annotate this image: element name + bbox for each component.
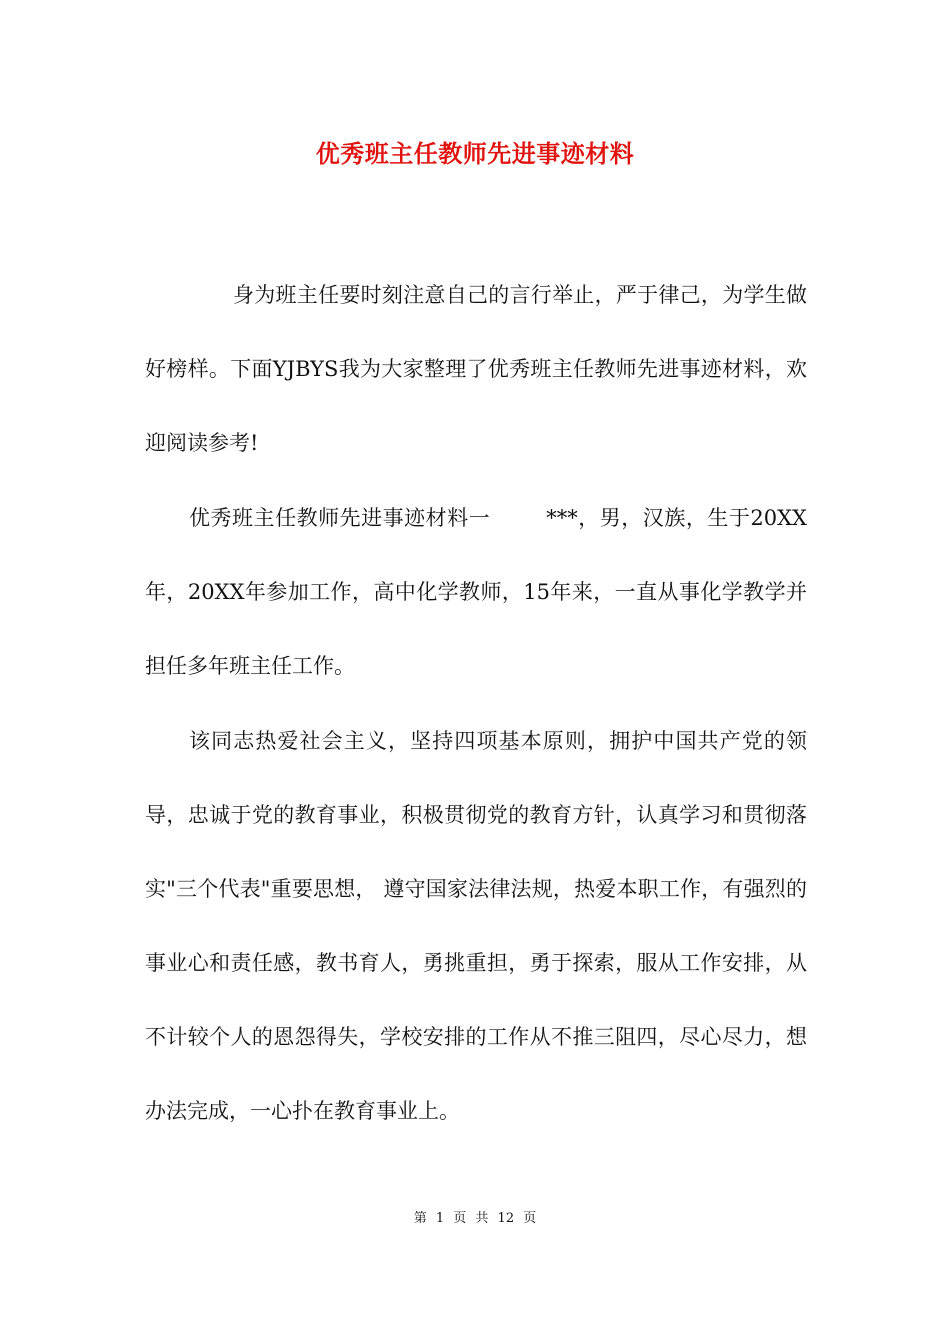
paragraph-material-one xyxy=(145,481,807,703)
paragraph-intro: 身为班主任要时刻注意自己的言行举止，严于律己，为学生做好榜样。下面YJBYS我为大家整理了优秀班主任教师先进事迹材料，欢迎阅读参考! xyxy=(145,283,807,455)
document-title: 优秀班主任教师先进事迹材料 xyxy=(315,139,635,168)
page-footer: 第 1 页 共 12 页 xyxy=(413,1211,537,1226)
material-one-heading: 优秀班主任教师先进事迹材料一 xyxy=(189,506,491,530)
material-one-body: ***，男，汉族，生于20XX年，20XX年参加工作，高中化学教师，15年来，一直从事化学教学并担任多年班主任工作。 xyxy=(145,506,808,678)
paragraph-character: 该同志热爱社会主义，坚持四项基本原则，拥护中国共产党的领导，忠诚于党的教育事业，积极贯彻党的教育方针，认真学习和贯彻落实"三个代表"重要思想， 遵守国家法律法规，热爱本职工作，有强烈的事业心和责任感，教书育人，勇挑重担，勇于探索，服从工作安排，从不计较个人的恩怨得失，学校安排的工作从不推三阻四，尽心尽力，想办法完成，一心扑在教育事业上。 xyxy=(145,729,807,1123)
